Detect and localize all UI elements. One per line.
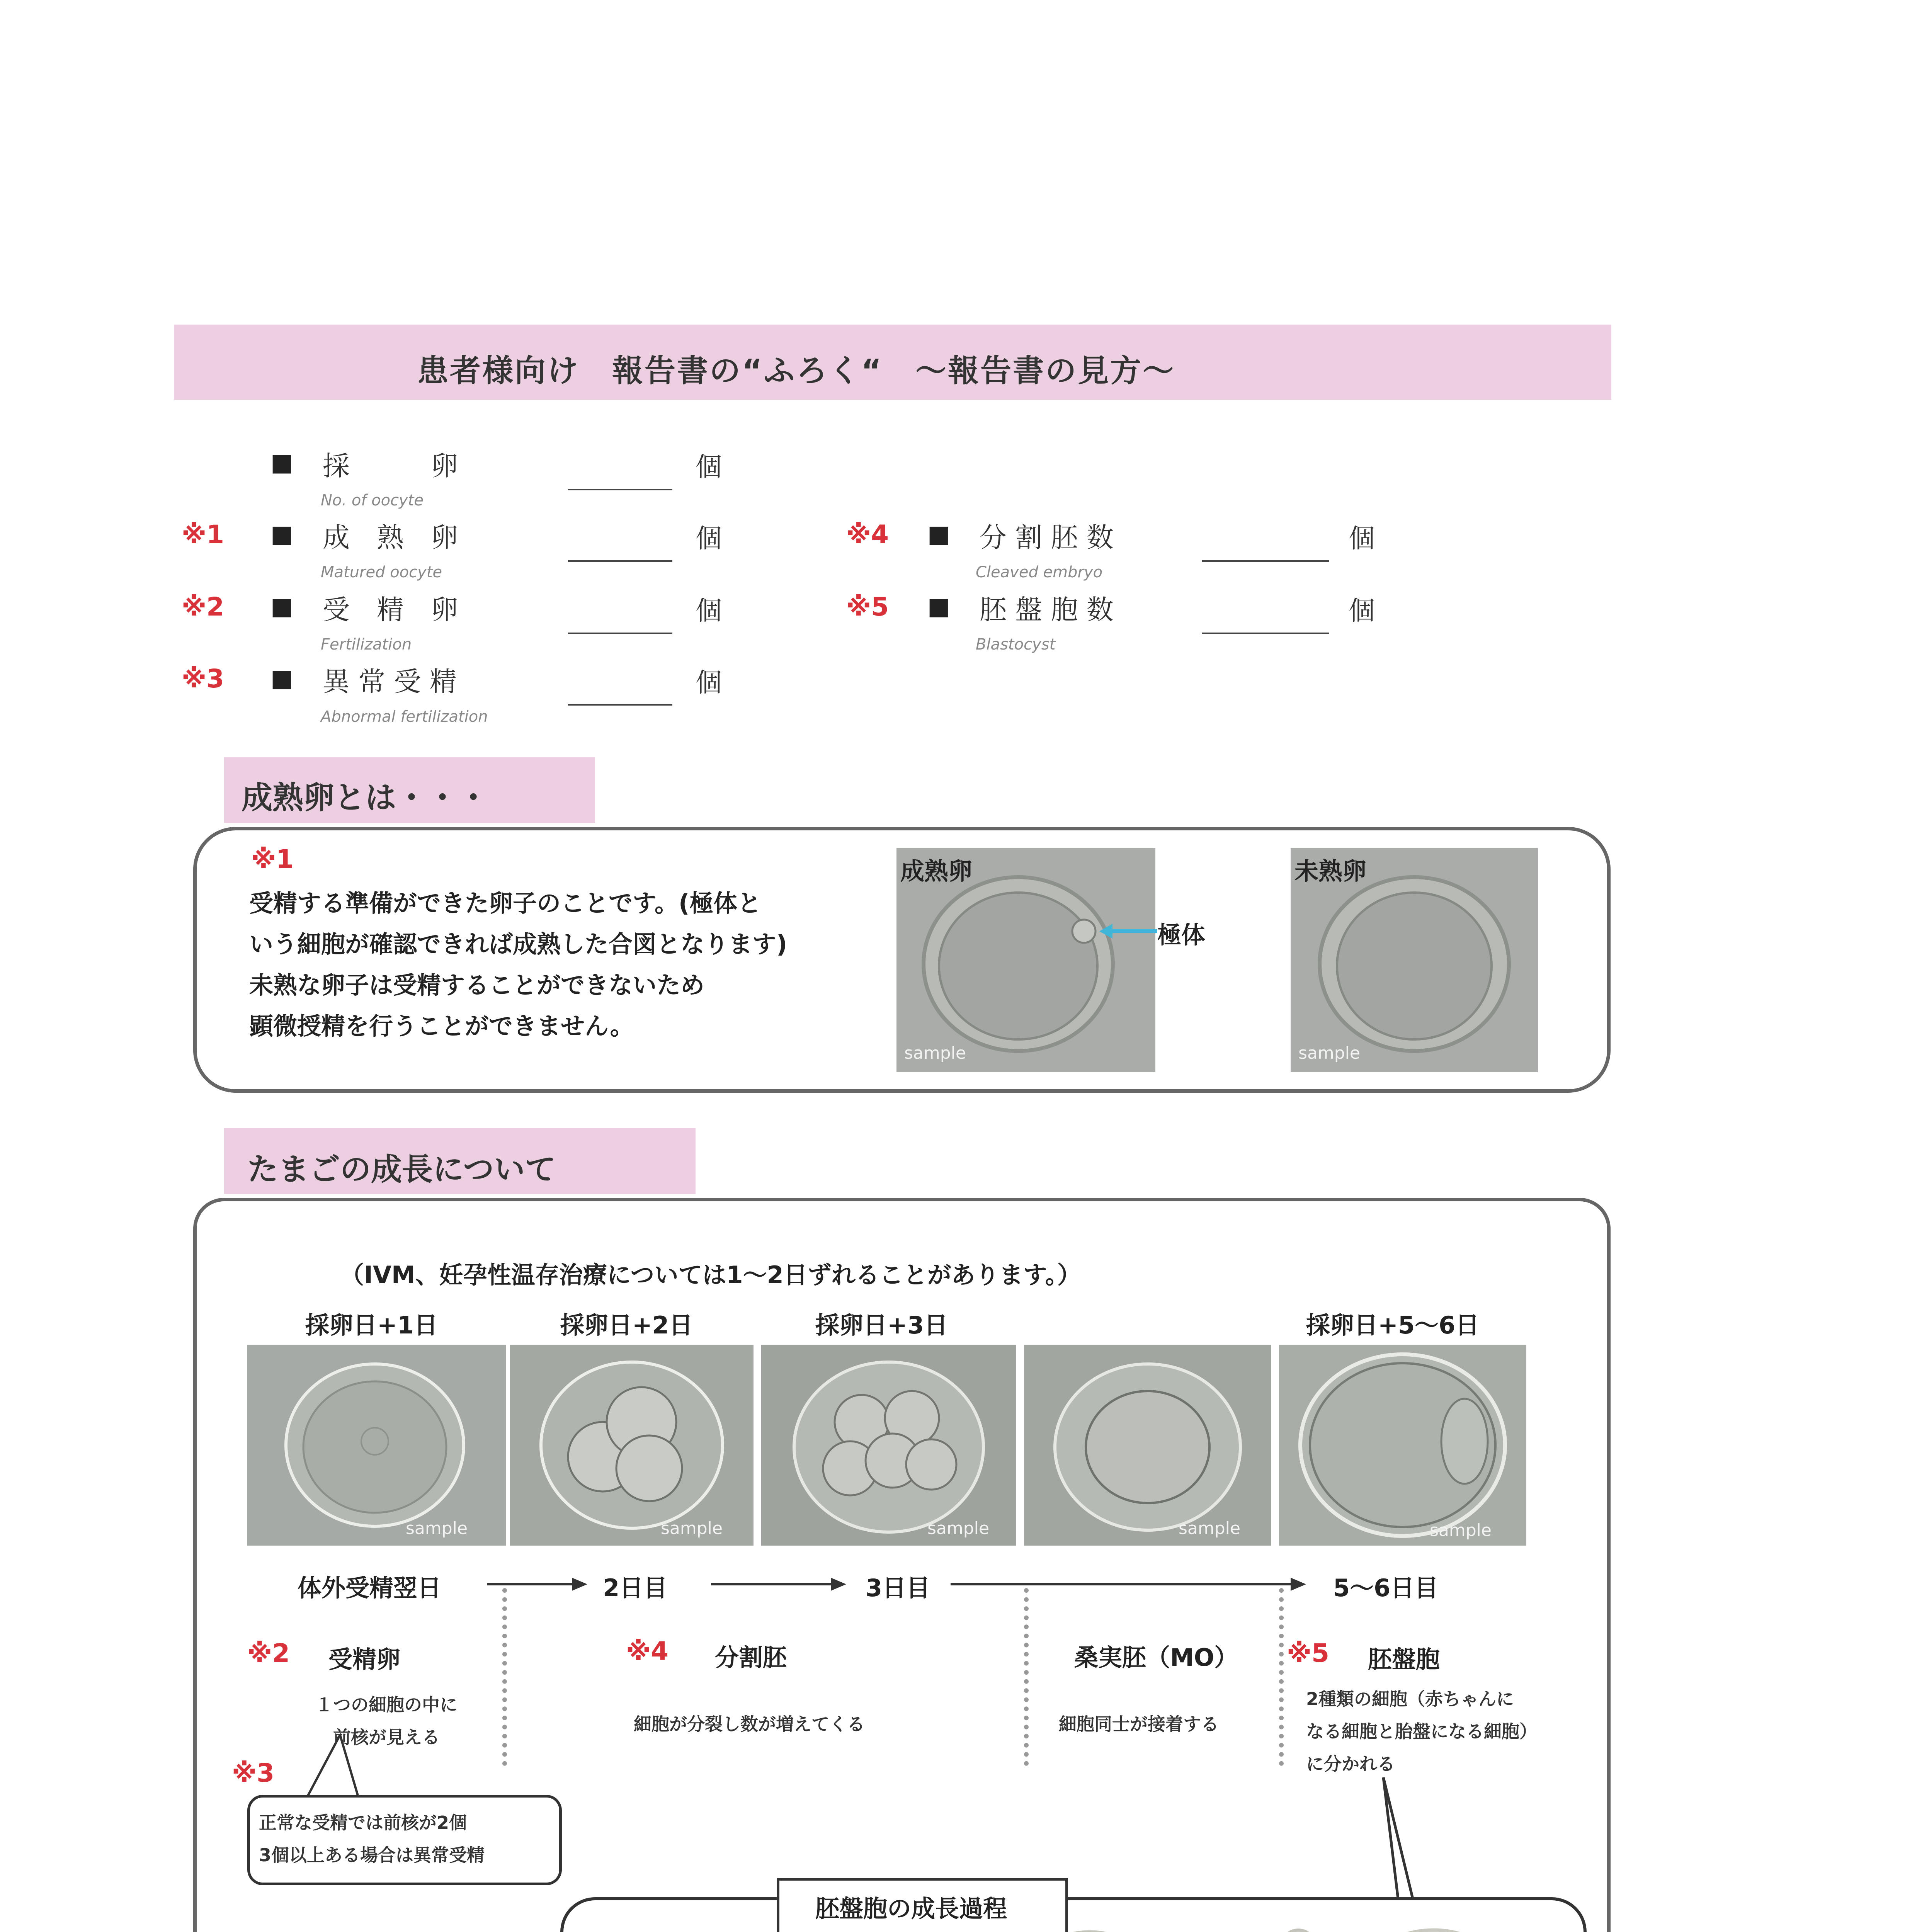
sample-label: sample: [904, 1043, 966, 1063]
stage-title: 桑実胚（MO）: [1074, 1643, 1238, 1672]
blastocyst-growth-box: [560, 1897, 1587, 1932]
square-bullet-icon: ■: [270, 448, 293, 476]
count-label: 採 卵: [323, 450, 458, 482]
square-bullet-icon: ■: [927, 592, 950, 620]
stage-mark: ※5: [1287, 1638, 1330, 1668]
count-unit: 個: [696, 452, 722, 483]
count-label: 受 精 卵: [323, 594, 458, 626]
stage-desc: 細胞同士が接着する: [1059, 1714, 1219, 1735]
count-unit: 個: [696, 596, 722, 626]
callout-line: 3個以上ある場合は異常受精: [259, 1845, 485, 1866]
section2-note: （IVM、妊孕性温存治療については1～2日ずれることがあります。）: [340, 1261, 1081, 1289]
note-mark: ※3: [182, 664, 225, 694]
day-label: 採卵日+2日: [560, 1311, 693, 1339]
embryo-illustration: [247, 1345, 506, 1546]
stage-desc-line: なる細胞と胎盤になる細胞）: [1306, 1721, 1537, 1742]
embryo-illustration: [1024, 1345, 1271, 1546]
stage-mark: ※3: [232, 1758, 275, 1788]
stage-desc: 細胞が分裂し数が増えてくる: [634, 1714, 865, 1735]
count-unit: 個: [696, 668, 722, 698]
immature-oocyte-label: 未熟卵: [1294, 857, 1367, 885]
page-title: 患者様向け 報告書の“ふろく“ ～報告書の見方～: [417, 353, 1175, 389]
sample-label: sample: [1179, 1519, 1240, 1538]
embryo-photo-blastocyst: [1279, 1345, 1526, 1546]
embryo-photo-day2: [510, 1345, 754, 1546]
count-sublabel: Blastocyst: [976, 636, 1056, 653]
note-mark: ※5: [846, 592, 889, 622]
stage-desc: [1306, 1683, 1537, 1780]
stage-desc-line: に分かれる: [1306, 1753, 1395, 1774]
section1-text: [249, 883, 906, 1047]
section1-line: 顕微授精を行うことができません。: [249, 1012, 634, 1040]
sample-label: sample: [1298, 1043, 1360, 1063]
arrow-left-icon: [1099, 922, 1157, 941]
section1-line: 未熟な卵子は受精することができないため: [249, 971, 705, 999]
callout-text: [259, 1806, 485, 1871]
count-sublabel: Fertilization: [321, 636, 412, 653]
stage-mark: ※4: [626, 1636, 669, 1666]
count-input-line[interactable]: [1202, 633, 1329, 634]
sample-label: sample: [927, 1519, 989, 1538]
day-label: 採卵日+5～6日: [1306, 1311, 1480, 1339]
stage-desc-line: １つの細胞の中に: [315, 1694, 458, 1715]
callout-pointer: [1121, 1774, 1468, 1913]
stage-separator: [1279, 1588, 1284, 1766]
embryo-photo-morula: [1024, 1345, 1271, 1546]
note-mark: ※4: [846, 520, 889, 549]
timeline-label: 5～6日目: [1333, 1574, 1439, 1602]
stage-title: 受精卵: [328, 1645, 401, 1673]
square-bullet-icon: ■: [270, 592, 293, 620]
count-input-line[interactable]: [1202, 560, 1329, 562]
square-bullet-icon: ■: [270, 520, 293, 548]
embryo-photo-day1: [247, 1345, 506, 1546]
count-sublabel: Cleaved embryo: [976, 563, 1103, 581]
note-mark: ※2: [182, 592, 225, 622]
timeline-label: 3日目: [866, 1574, 930, 1602]
count-sublabel: Abnormal fertilization: [321, 708, 488, 726]
sample-video-label: [243, 1928, 477, 1932]
count-unit: 個: [696, 524, 722, 554]
square-bullet-icon: ■: [927, 520, 950, 548]
polar-body: [1072, 920, 1095, 943]
count-unit: 個: [1349, 524, 1375, 554]
count-label: 分 割 胚 数: [980, 522, 1114, 553]
blastocyst-growth-title: 胚盤胞の成長過程: [815, 1895, 1007, 1923]
sample-label: sample: [661, 1519, 723, 1538]
stage-desc-line: 2種類の細胞（赤ちゃんに: [1306, 1689, 1514, 1709]
count-input-line[interactable]: [568, 560, 672, 562]
stage-mark: ※2: [247, 1638, 290, 1668]
section2-title: たまごの成長について: [247, 1151, 556, 1187]
count-input-line[interactable]: [568, 704, 672, 706]
section1-line: 受精する準備ができた卵子のことです。(極体と: [249, 889, 762, 917]
count-sublabel: Matured oocyte: [321, 563, 442, 581]
embryo-illustration: [510, 1345, 754, 1546]
count-label: 胚 盤 胞 数: [980, 594, 1114, 626]
square-bullet-icon: ■: [270, 664, 293, 692]
count-sublabel: No. of oocyte: [321, 492, 424, 509]
count-label: 成 熟 卵: [323, 522, 458, 553]
arrow-right-icon: [711, 1575, 846, 1594]
arrow-right-icon: [487, 1575, 587, 1594]
callout-line: 正常な受精では前核が2個: [259, 1812, 467, 1833]
timeline-label: 2日目: [603, 1574, 668, 1602]
stage-separator: [1024, 1588, 1029, 1766]
sample-label: sample: [1430, 1520, 1492, 1540]
stage-desc-line: 前核が見える: [333, 1727, 440, 1748]
stage-separator: [502, 1588, 507, 1766]
embryo-photo-day3: [761, 1345, 1016, 1546]
embryo-illustration: [1279, 1345, 1526, 1546]
callout-pointer: [294, 1735, 371, 1801]
embryo-illustration: [761, 1345, 1016, 1546]
stage-title: 分割胚: [715, 1643, 787, 1672]
bl-stages-illustration: [591, 1928, 1550, 1932]
count-label: 異 常 受 精: [323, 666, 457, 697]
count-input-line[interactable]: [568, 489, 672, 490]
day-label: 採卵日+1日: [305, 1311, 438, 1339]
polar-body-label: 極体: [1157, 921, 1206, 949]
note-mark: ※1: [182, 520, 225, 549]
day-label: 採卵日+3日: [815, 1311, 948, 1339]
stage-title: 胚盤胞: [1368, 1645, 1440, 1673]
section1-line: いう細胞が確認できれば成熟した合図となります): [249, 930, 788, 958]
sample-label: sample: [406, 1519, 468, 1538]
timeline-label: 体外受精翌日: [298, 1574, 442, 1602]
count-unit: 個: [1349, 596, 1375, 626]
count-input-line[interactable]: [568, 633, 672, 634]
mature-oocyte-label: 成熟卵: [900, 857, 973, 885]
section1-mark: ※1: [251, 844, 294, 874]
section1-title: 成熟卵とは・・・: [242, 780, 489, 816]
arrow-right-icon: [951, 1575, 1306, 1594]
